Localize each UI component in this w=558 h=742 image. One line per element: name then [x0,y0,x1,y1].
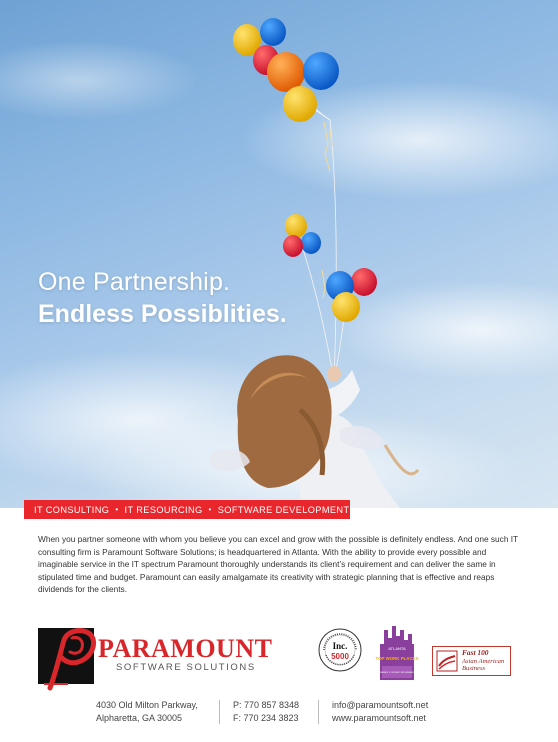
services-bar [24,500,350,519]
brand-name: PARAMOUNT [98,634,273,663]
inc-number: 5000 [331,652,349,661]
address-block [96,699,198,725]
email-link[interactable]: info@paramountsoft.net [332,700,429,710]
contact-divider [219,700,220,724]
inc-title: Inc. [332,641,348,651]
atlanta-top: ATLANTA [388,646,406,651]
headline-line-1: One Partnership. [38,268,231,296]
address-line-1: 4030 Old Milton Parkway, [96,700,198,710]
online-block [332,699,428,725]
fast-100-text [462,649,504,672]
service-it-resourcing: IT RESOURCING [124,504,203,515]
fast-100-line1: Fast 100 [462,648,489,658]
body-paragraph: When you partner someone with whom you believe you can excel and grow with the possible is definitely endless. And one such IT consulting firm is Paramount Software Solutions; is headquartered in Atlanta. With the ability to provide every possible and imaginable service in the IT spectrum Paramount thoroughly understands its client’s requirement and can deliver the same in stipulated time and budget. Paramount can easily amalgamate its creativity with strategic planning that is effective and reaps dividends for the clients. [38,534,518,595]
service-separator: • [208,505,212,514]
fast-100-badge [432,646,511,676]
fast-100-line3: Business [462,665,486,673]
inc-5000-badge-icon [318,628,362,672]
phone-number: P: 770 857 8348 [233,700,300,710]
service-it-consulting: IT CONSULTING [34,504,110,515]
atlanta-middle: TOP WORK PLACES [375,656,419,661]
atlanta-top-workplaces-badge-icon [374,624,420,682]
balloon-cluster-middle [283,214,321,257]
atlanta-bottom: COMPANIES TO WORK FOR WINNER 2015 [374,672,420,674]
fast-100-emblem-icon [436,650,458,672]
service-separator: • [115,505,119,514]
brand-subtitle: SOFTWARE SOLUTIONS [116,662,256,673]
contact-divider [318,700,319,724]
headline-line-2: Endless Possiblities. [38,300,287,328]
fast-100-line2: Asian American [462,657,505,665]
service-software-development: SOFTWARE DEVELOPMENT [217,504,350,515]
address-line-2: Alpharetta, GA 30005 [96,713,183,723]
ribbon-mid [322,270,325,298]
headline [38,268,287,329]
phone-block [233,699,299,725]
fax-number: F: 770 234 3823 [233,713,299,723]
website-link[interactable]: www.paramountsoft.net [332,713,427,723]
